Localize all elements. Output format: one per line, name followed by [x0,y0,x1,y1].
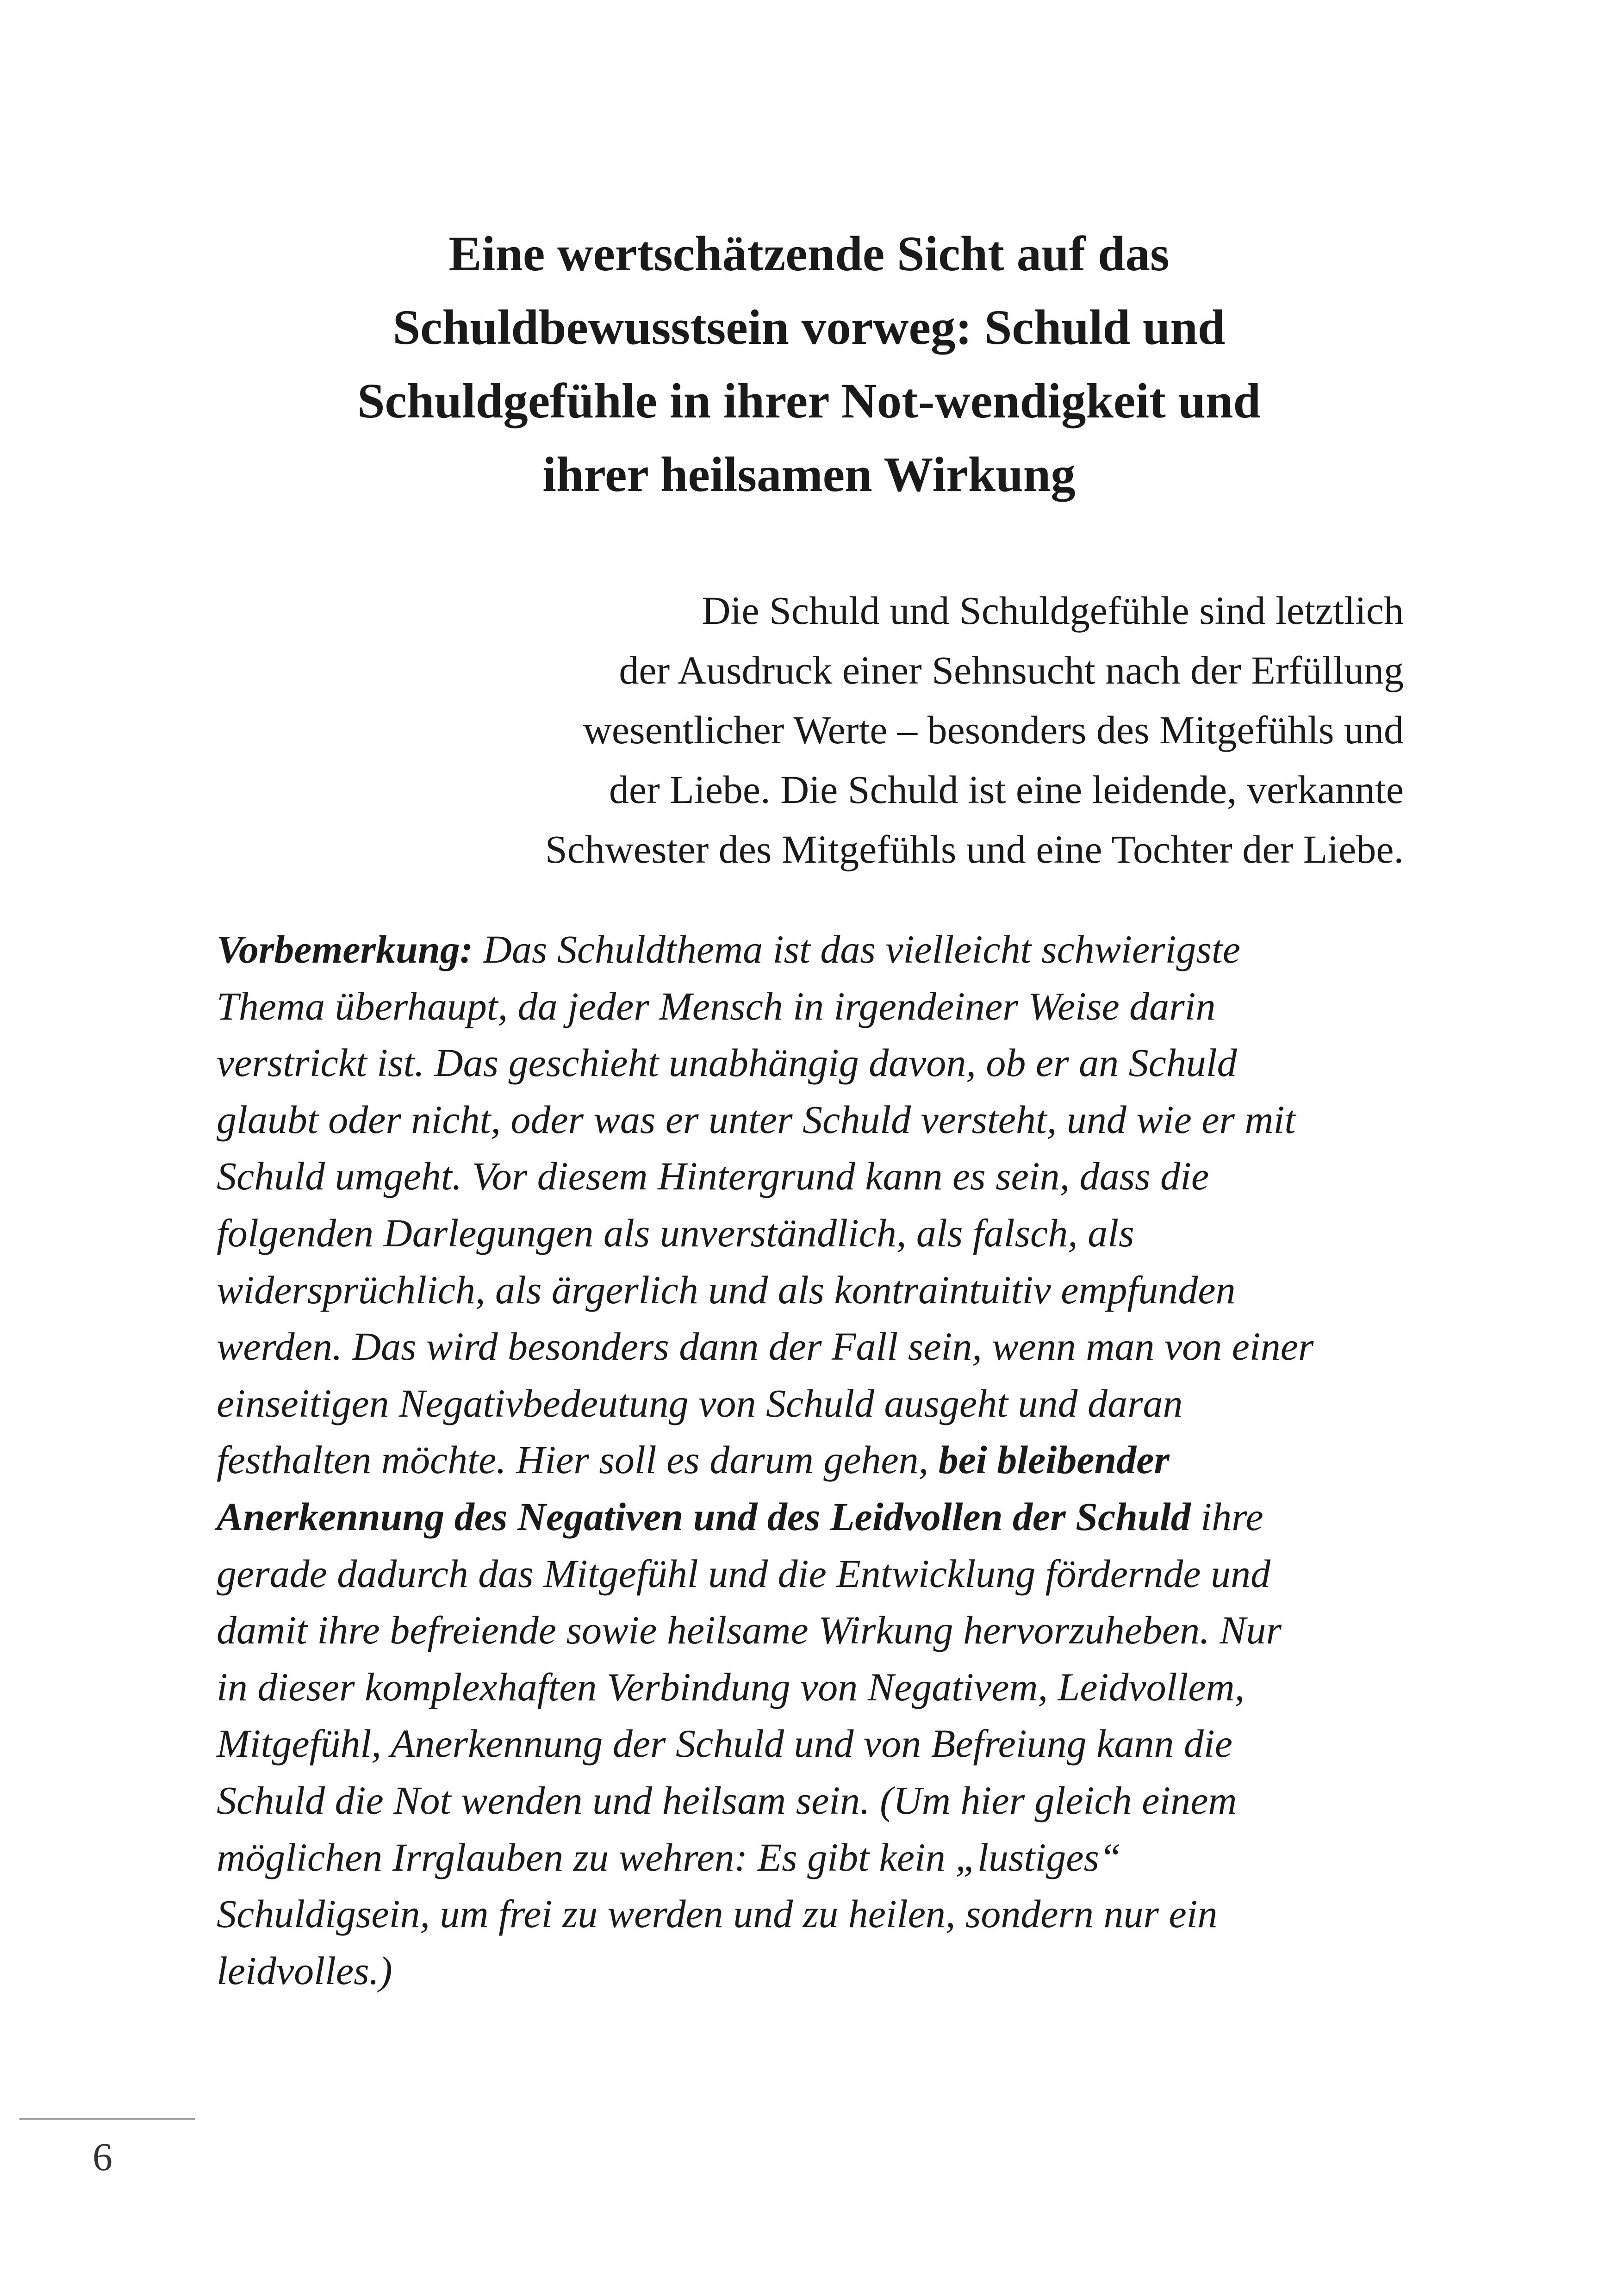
preface-line: möglichen Irrglauben zu wehren: Es gibt kein „lustiges“ [217,1835,1121,1879]
epigraph [339,581,1404,879]
page-number: 6 [93,2134,112,2179]
preface-label: Vorbemerkung: [217,927,473,971]
preface-line: Mitgefühl, Anerkennung der Schuld und von Befreiung kann die [217,1721,1232,1766]
preface-line: damit ihre befreiende sowie heilsame Wirkung hervorzuheben. Nur [217,1608,1282,1653]
title-line: Schuldbewusstsein vorweg: Schuld und [392,300,1226,355]
preface-line: verstrickt ist. Das geschieht unabhängig davon, ob er an Schuld [217,1040,1237,1085]
preface-line: gerade dadurch das Mitgefühl und die Entwicklung fördernde und [217,1551,1271,1596]
preface-line: widersprüchlich, als ärgerlich und als kontraintuitiv empfunden [217,1267,1236,1312]
epigraph-line: wesentlicher Werte – besonders des Mitgefühls und [583,708,1404,752]
preface-line: Schuld umgeht. Vor diesem Hintergrund kann es sein, dass die [217,1154,1209,1199]
epigraph-line: der Liebe. Die Schuld ist eine leidende, verkannte [609,767,1404,812]
preface-line: Thema überhaupt, da jeder Mensch in irgendeiner Weise darin [217,983,1216,1028]
epigraph-line: Die Schuld und Schuldgefühle sind letztlich [702,588,1404,633]
preface-line: in dieser komplexhaften Verbindung von Negativem, Leidvollem, [217,1664,1245,1709]
preface-line: werden. Das wird besonders dann der Fall sein, wenn man von einer [217,1324,1314,1369]
preface-line: Schuldigsein, um frei zu werden und zu heilen, sondern nur ein [217,1892,1218,1936]
preface-text: ihre [1190,1494,1263,1539]
preface-line [217,1488,1429,1545]
preface-line: glaubt oder nicht, oder was er unter Schuld versteht, und wie er mit [217,1097,1296,1142]
preface-line: leidvolles.) [217,1948,392,1993]
preface-line [217,1431,1429,1488]
preface-line: Schuld die Not wenden und heilsam sein. (Um hier gleich einem [217,1778,1237,1823]
chapter-title [0,218,1618,512]
preface-paragraph [217,921,1429,1999]
preface-emphasis: Anerkennung des Negativen und des Leidvollen der Schuld [217,1494,1191,1539]
preface-text: Das Schuldthema ist das vielleicht schwierigste [473,927,1240,971]
epigraph-line: der Ausdruck einer Sehnsucht nach der Erfüllung [619,648,1404,692]
preface-line: einseitigen Negativbedeutung von Schuld ausgeht und daran [217,1381,1183,1425]
epigraph-line: Schwester des Mitgefühls und eine Tochter der Liebe. [545,827,1404,871]
title-line: ihrer heilsamen Wirkung [542,448,1076,502]
title-line: Schuldgefühle in ihrer Not-wendigkeit und [357,374,1261,429]
preface-line [217,921,1429,978]
title-line: Eine wertschätzende Sicht auf das [448,227,1170,281]
preface-emphasis: bei bleibender [938,1437,1170,1482]
preface-line: folgenden Darlegungen als unverständlich, als falsch, als [217,1210,1134,1255]
preface-text: festhalten möchte. Hier soll es darum gehen, [217,1437,939,1482]
footer-divider [19,2118,195,2120]
